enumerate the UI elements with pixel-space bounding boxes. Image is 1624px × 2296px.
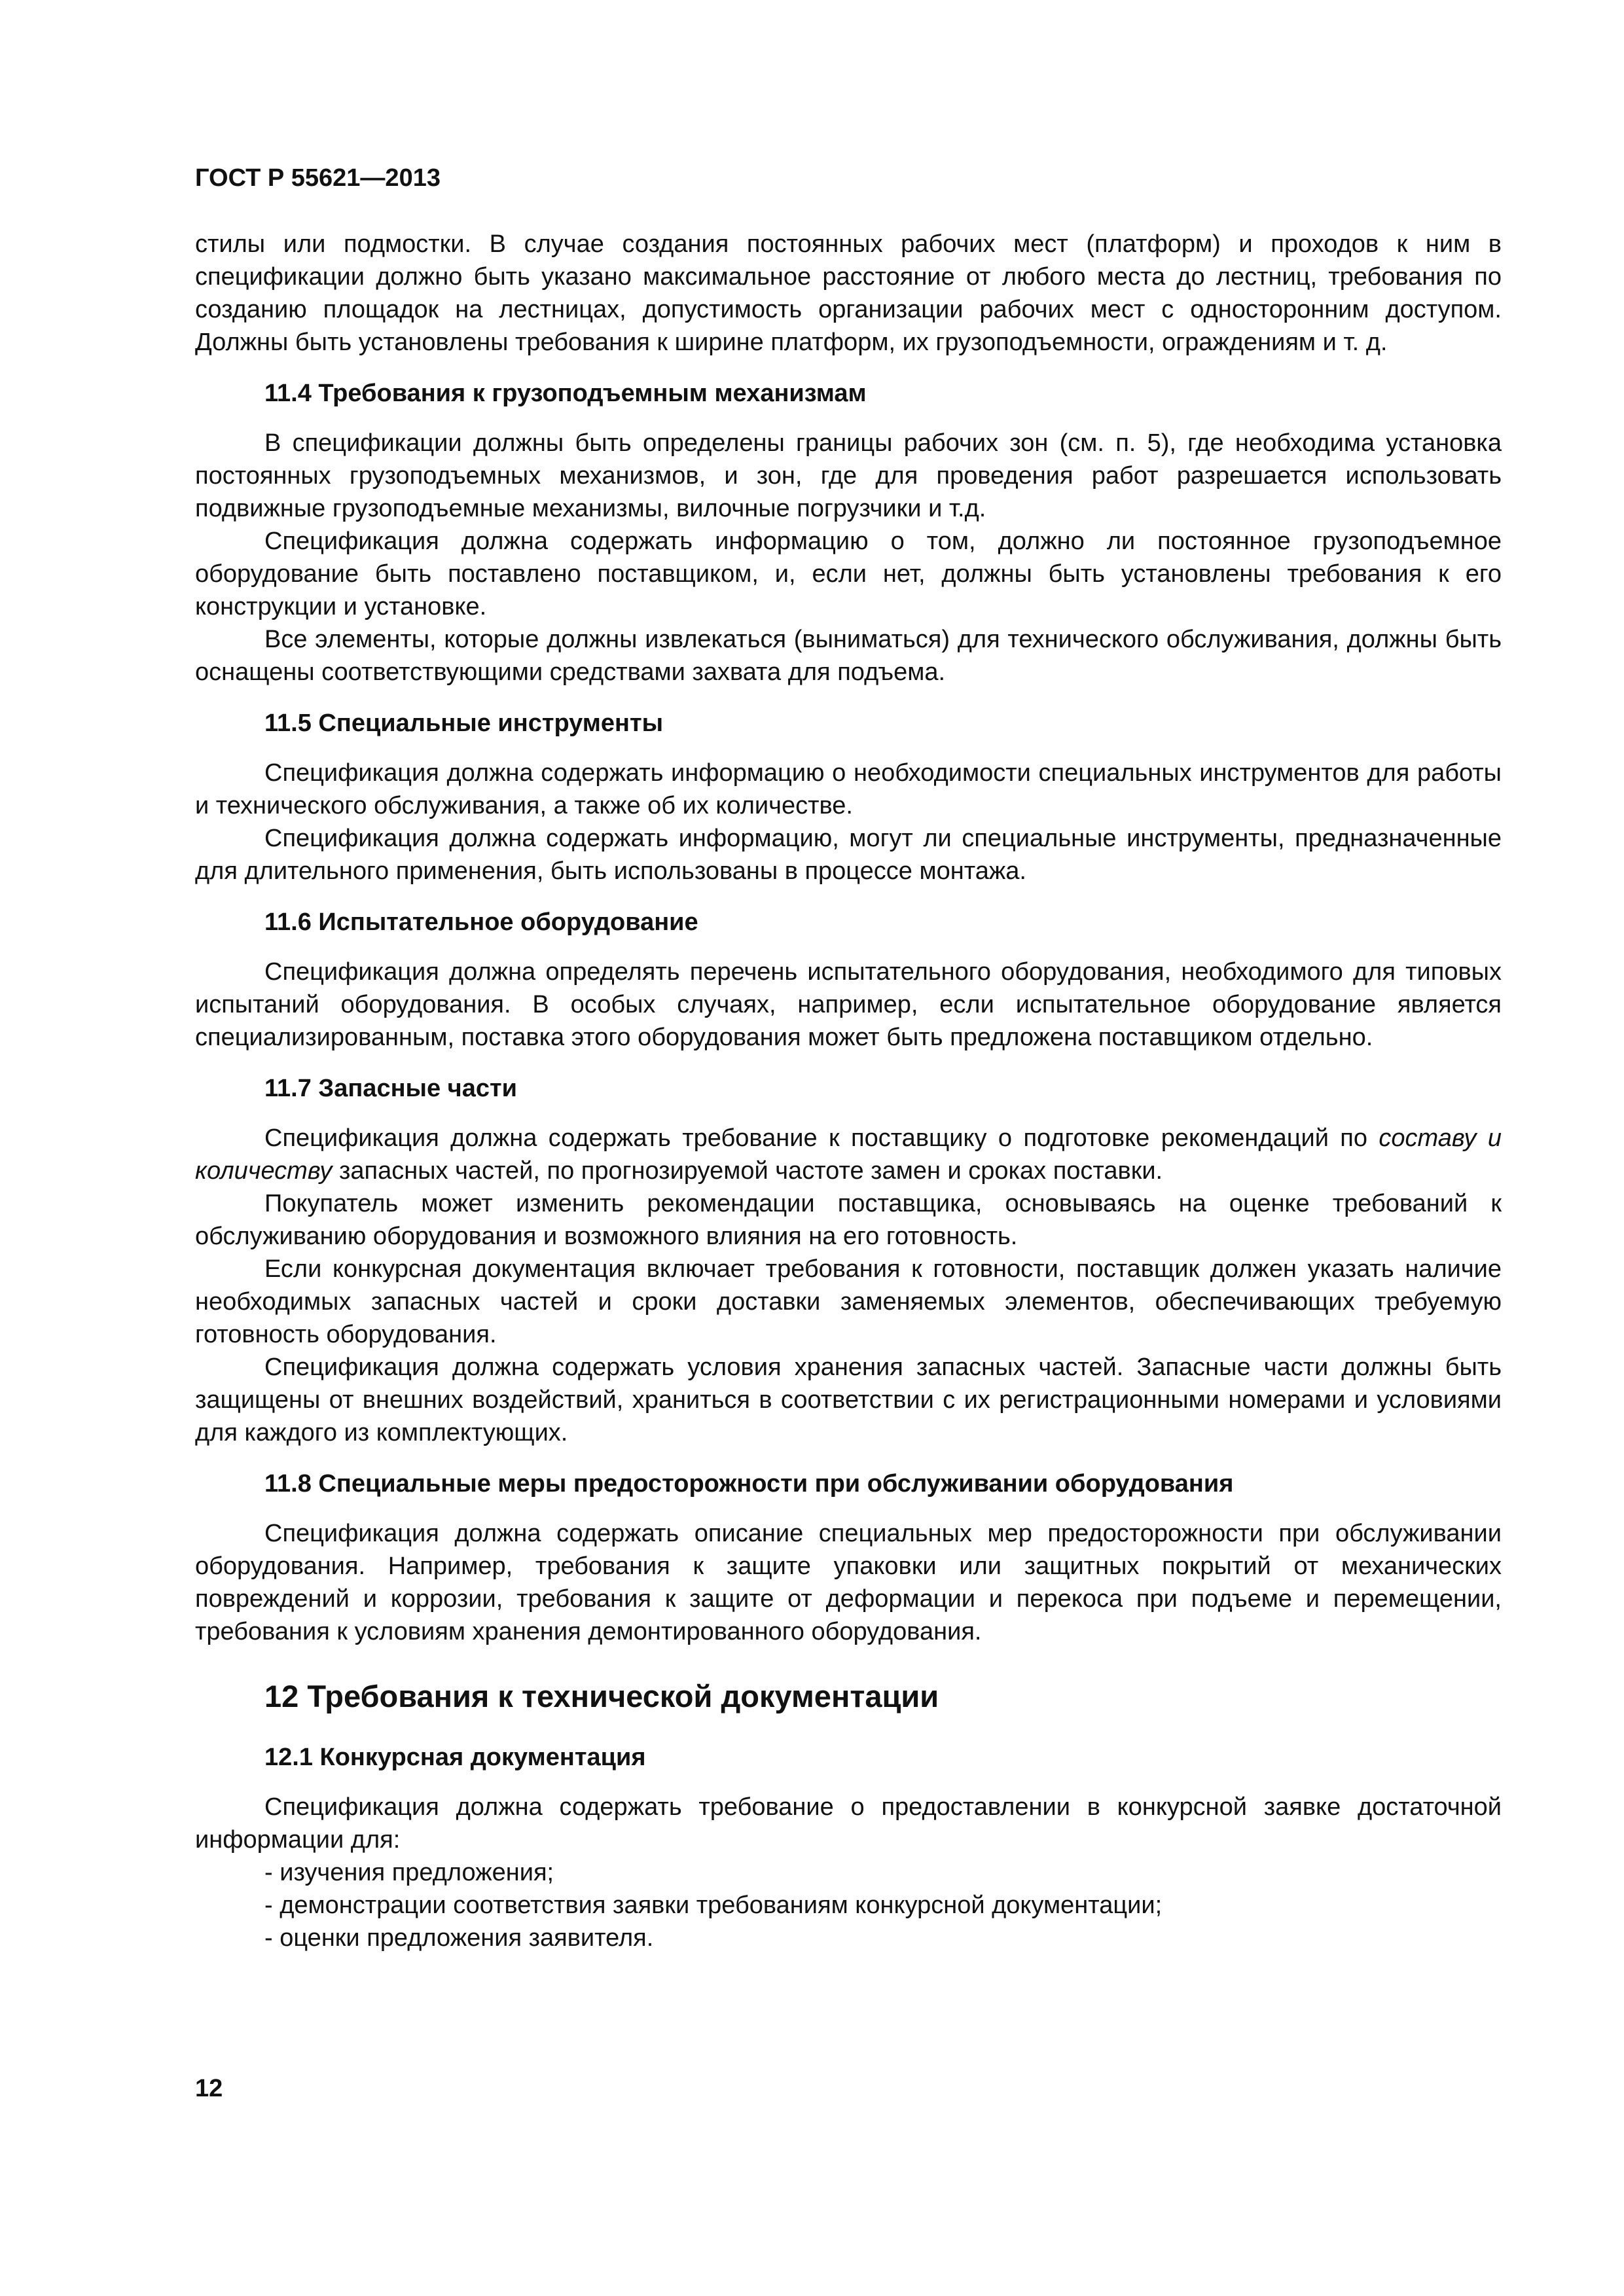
section-11-4-paragraph-2: Спецификация должна содержать информацию о том, должно ли постоянное грузоподъемное оборудование быть поставлено поставщиком, и, если нет, должны быть установлены требования к его конструкции и установке. — [195, 527, 1502, 620]
list-item: - оценки предложения заявителя. — [264, 1924, 654, 1952]
section-11-5-paragraph-1: Спецификация должна содержать информацию о необходимости специальных инструментов для работы и технического обслуживания, а также об их количестве. — [195, 759, 1502, 819]
intro-paragraph: стилы или подмостки. В случае создания постоянных рабочих мест (платформ) и проходов к ним в спецификации должно быть указано максимальное расстояние от любого места до лестниц, требования по созданию площадок на лестницах, допустимость организации рабочих мест с односторонним доступом. Должны быть установлены требования к ширине платформ, их грузоподъемности, ограждениям и т. д. — [195, 230, 1502, 356]
document-page — [195, 164, 1502, 1954]
section-12-title: 12 Требования к технической документации — [264, 1678, 939, 1713]
section-11-4-paragraph-3: Все элементы, которые должны извлекаться (выниматься) для технического обслуживания, должны быть оснащены соответствующими средствами захвата для подъема. — [195, 625, 1502, 686]
list-item: - демонстрации соответствия заявки требованиям конкурсной документации; — [264, 1891, 1163, 1919]
section-11-7-paragraph-3: Если конкурсная документация включает требования к готовности, поставщик должен указать наличие необходимых запасных частей и сроки доставки заменяемых элементов, обеспечивающих требуемую готовность оборудования. — [195, 1255, 1502, 1348]
section-11-4-paragraph-1: В спецификации должны быть определены границы рабочих зон (см. п. 5), где необходима установка постоянных грузоподъемных механизмов, и зон, где для проведения работ разрешается использовать подвижные грузоподъемные механизмы, вилочные погрузчики и т.д. — [195, 429, 1502, 522]
list-item: - изучения предложения; — [264, 1858, 554, 1886]
section-11-7-paragraph-2: Покупатель может изменить рекомендации поставщика, основываясь на оценке требований к обслуживанию оборудования и возможного влияния на его готовность. — [195, 1189, 1502, 1250]
section-11-8-paragraph-1: Спецификация должна содержать описание специальных мер предосторожности при обслуживании оборудования. Например, требования к защите упаковки или защитных покрытий от механических повреждений и коррозии, требования к защите от деформации и перекоса при подъеме и перемещении, требования к условиям хранения демонтированного оборудования. — [195, 1519, 1502, 1645]
section-11-5-title: 11.5 Специальные инструменты — [264, 709, 664, 737]
section-11-7-title: 11.7 Запасные части — [264, 1074, 517, 1102]
section-11-7-paragraph-4: Спецификация должна содержать условия хранения запасных частей. Запасные части должны быть защищены от внешних воздействий, храниться в соответствии с их регистрационными номерами и условиями для каждого из комплектующих. — [195, 1353, 1502, 1446]
section-11-7-emphasis: составу и количеству — [195, 1124, 1502, 1185]
section-12-1-title: 12.1 Конкурсная документация — [264, 1743, 646, 1771]
section-12-1-paragraph-1: Спецификация должна содержать требование о предоставлении в конкурсной заявке достаточной информации для: — [195, 1793, 1502, 1854]
section-11-6-title: 11.6 Испытательное оборудование — [264, 908, 698, 936]
section-11-7-paragraph-1-end: запасных частей, по прогнозируемой частоте замен и сроках поставки. — [332, 1157, 1163, 1185]
section-11-5-paragraph-2: Спецификация должна содержать информацию, могут ли специальные инструменты, предназначенные для длительного применения, быть использованы в процессе монтажа. — [195, 824, 1502, 885]
section-11-7-paragraph-1 — [195, 1122, 1502, 1187]
page-number: 12 — [195, 2075, 223, 2102]
section-11-6-paragraph-1: Спецификация должна определять перечень испытательного оборудования, необходимого для типовых испытаний оборудования. В особых случаях, например, если испытательное оборудование является специализированным, поставка этого оборудования может быть предложена поставщиком отдельно. — [195, 958, 1502, 1051]
document-header: ГОСТ Р 55621—2013 — [195, 164, 441, 192]
section-11-4-title: 11.4 Требования к грузоподъемным механизмам — [264, 379, 867, 407]
section-11-8-title: 11.8 Специальные меры предосторожности при обслуживании оборудования — [264, 1469, 1234, 1498]
section-11-7-paragraph-1-start: Спецификация должна содержать требование к поставщику о подготовке рекомендаций по — [264, 1124, 1379, 1152]
